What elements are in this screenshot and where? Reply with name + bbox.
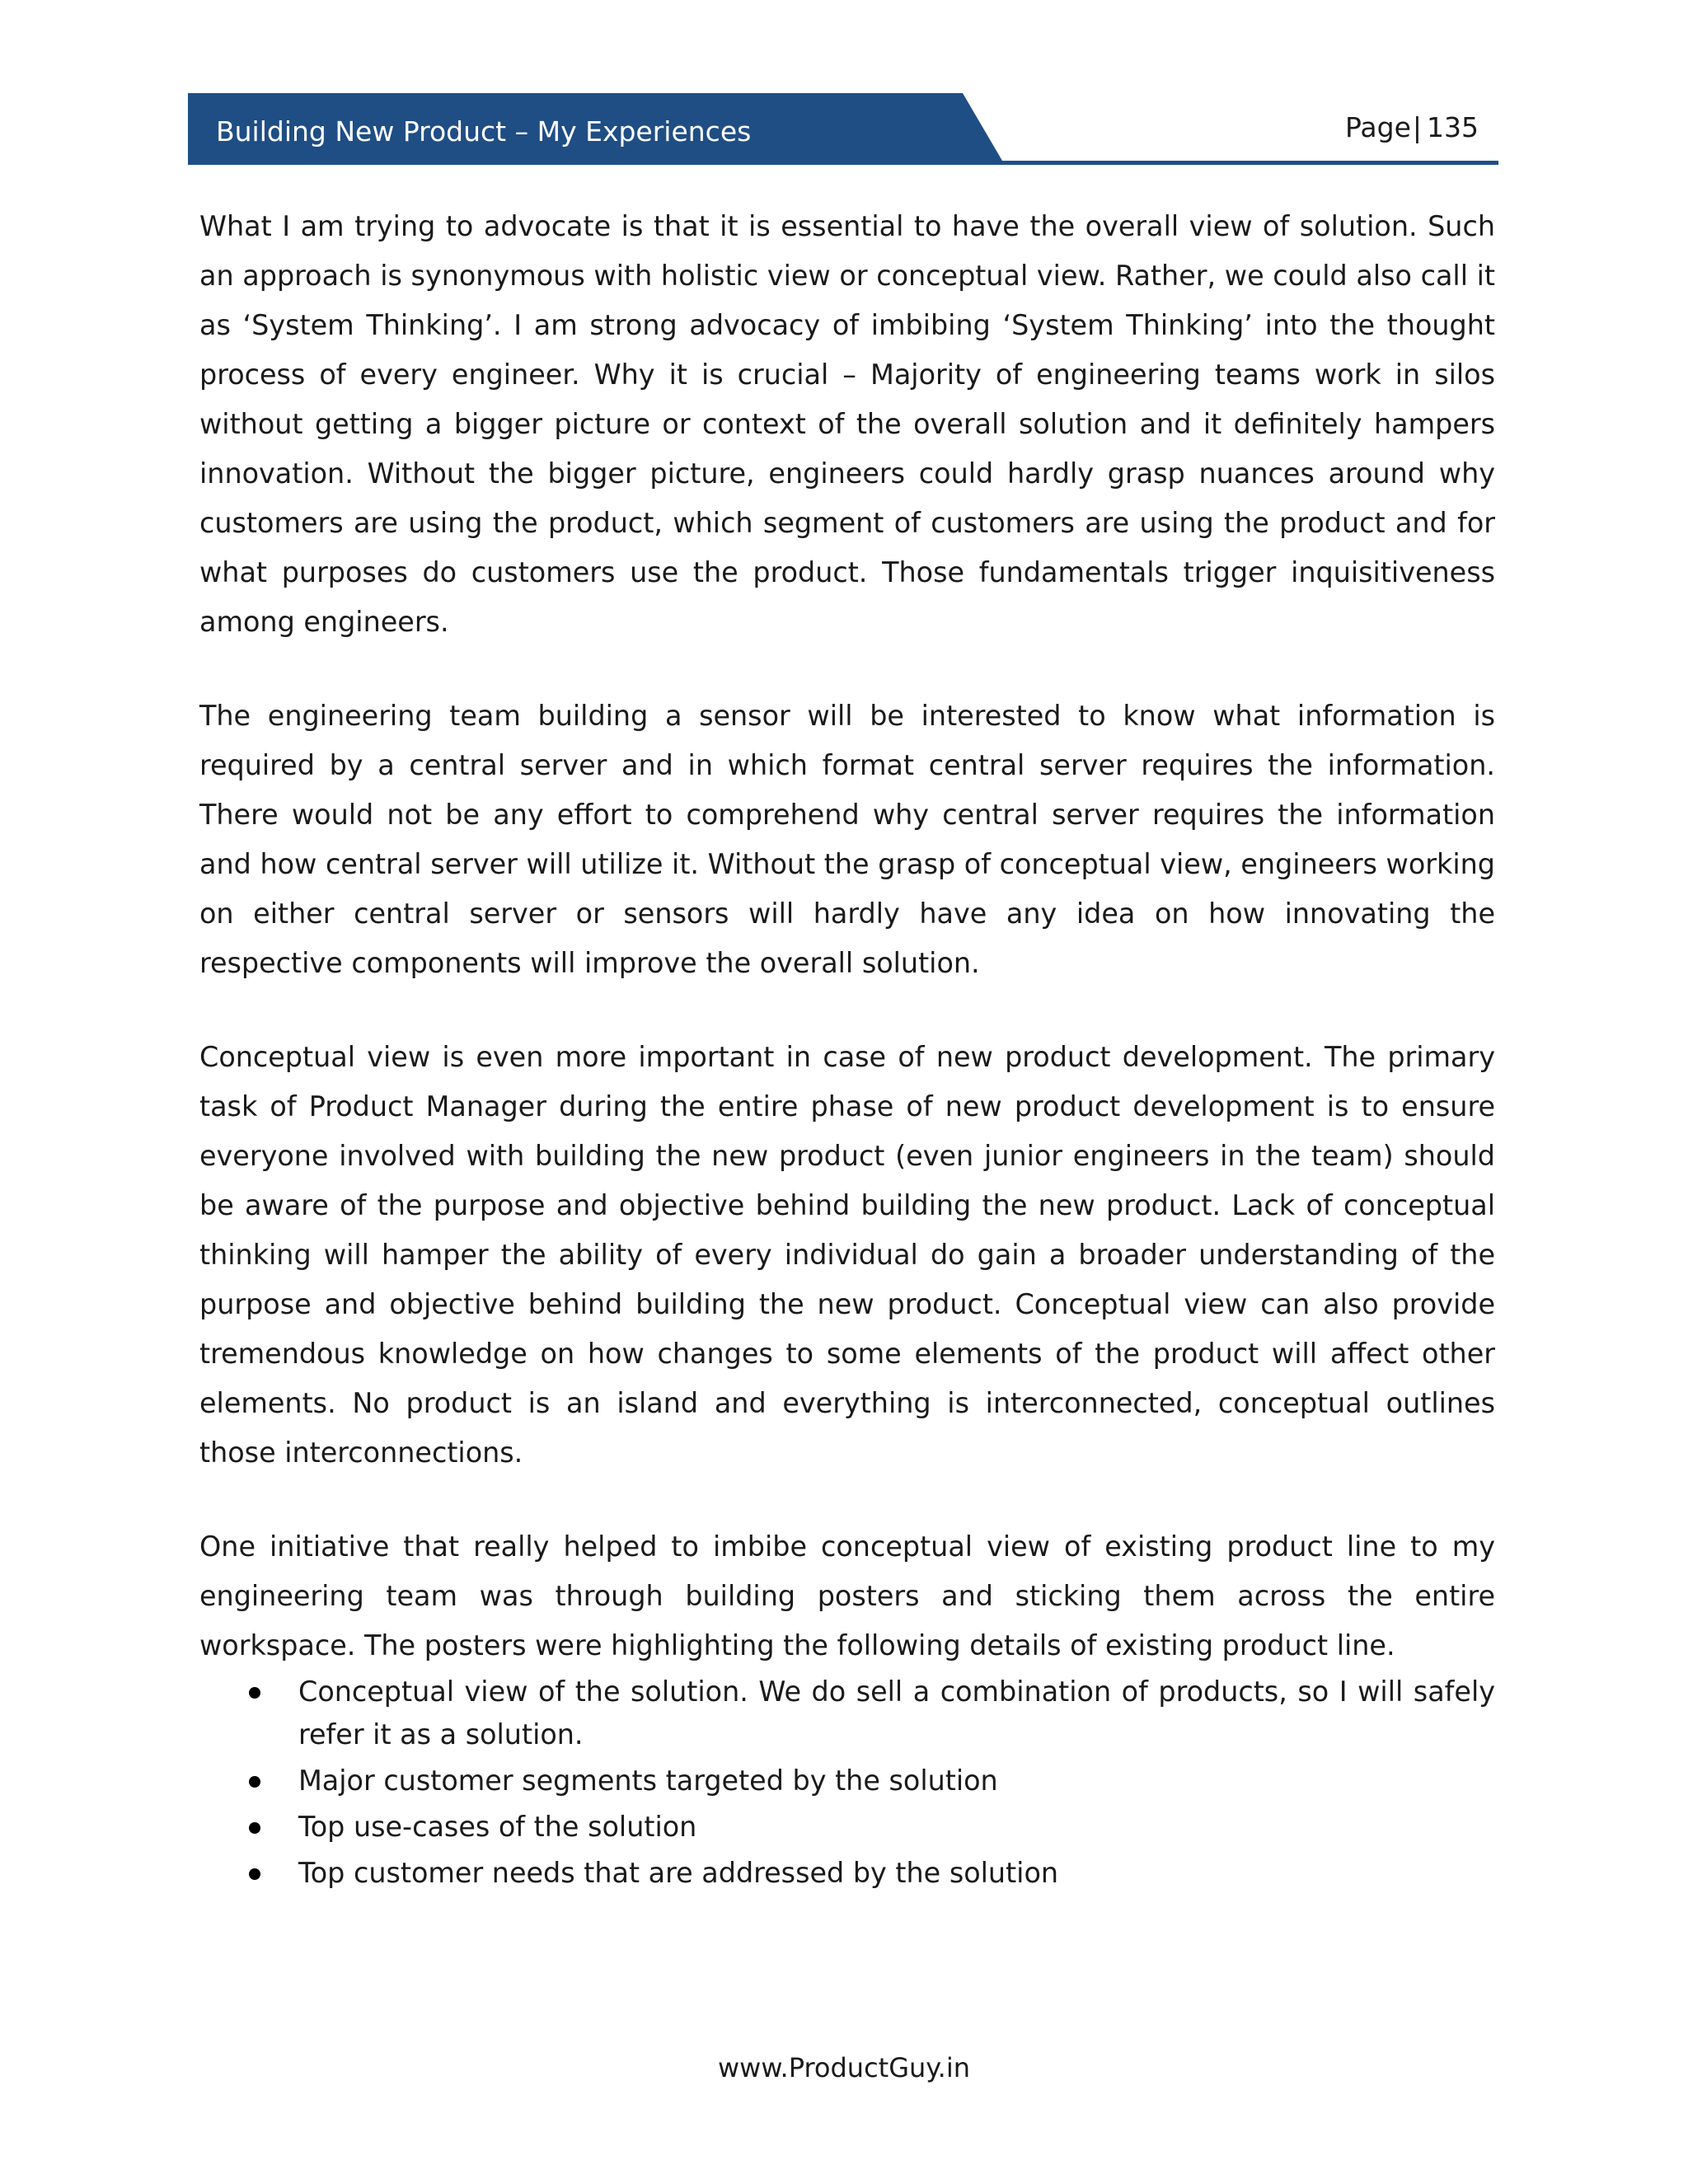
list-item-text: Top customer needs that are addressed by the solution bbox=[298, 1857, 1059, 1889]
running-title: Building New Product – My Experiences bbox=[216, 115, 752, 148]
bullet-icon bbox=[249, 1868, 260, 1880]
paragraph: One initiative that really helped to imbibe conceptual view of existing product line to my engineering team was through building posters and sticking them across the entire workspace. The posters were highlighting the following details of existing product line. bbox=[199, 1530, 1495, 1661]
list-item-text: Major customer segments targeted by the solution bbox=[298, 1765, 998, 1797]
page-label: Page bbox=[1344, 111, 1411, 143]
bullet-list bbox=[199, 1671, 1495, 1895]
list-item bbox=[298, 1852, 1495, 1895]
header-rule bbox=[1002, 161, 1498, 165]
list-item bbox=[298, 1760, 1495, 1802]
list-item-text: Conceptual view of the solution. We do sell a combination of products, so I will safely refer it as a solution. bbox=[298, 1675, 1495, 1750]
list-item bbox=[298, 1806, 1495, 1849]
bullet-icon bbox=[249, 1687, 260, 1699]
list-item bbox=[298, 1671, 1495, 1756]
page-separator: | bbox=[1412, 111, 1422, 143]
header-rule-left bbox=[188, 161, 1002, 165]
list-item-text: Top use-cases of the solution bbox=[298, 1811, 697, 1843]
page-body bbox=[199, 202, 1495, 1898]
paragraph: What I am trying to advocate is that it is essential to have the overall view of solution. Such an approach is synonymous with holistic view or conceptual view. Rather, we could also call it as ‘System Thinking’. I am strong advocacy of imbibing ‘System Thinking’ into the thought process of every engineer. Why it is crucial – Majority of engineering teams work in silos without getting a bigger picture or context of the overall solution and it definitely hampers innovation. Without the bigger picture, engineers could hardly grasp nuances around why customers are using the product, which segment of customers are using the product and for what purposes do customers use the product. Those fundamentals trigger inquisitiveness among engineers. bbox=[199, 210, 1495, 638]
page-number: 135 bbox=[1427, 111, 1479, 143]
page-header bbox=[188, 93, 1498, 167]
paragraph: The engineering team building a sensor will be interested to know what information is required by a central server and in which format central server requires the information. There would not be any effort to comprehend why central server requires the information and how central server will utilize it. Without the grasp of conceptual view, engineers working on either central server or sensors will hardly have any idea on how innovating the respective components will improve the overall solution. bbox=[199, 700, 1495, 979]
bullet-icon bbox=[249, 1822, 260, 1834]
paragraph: Conceptual view is even more important in case of new product development. The primary task of Product Manager during the entire phase of new product development is to ensure everyone involved with building the new product (even junior engineers in the team) should be aware of the purpose and objective behind building the new product. Lack of conceptual thinking will hamper the ability of every individual do gain a broader understanding of the purpose and objective behind building the new product. Conceptual view can also provide tremendous knowledge on how changes to some elements of the product will affect other elements. No product is an island and everything is interconnected, conceptual outlines those interconnections. bbox=[199, 1041, 1495, 1469]
page-number-label bbox=[1345, 111, 1479, 143]
footer-website: www.ProductGuy.in bbox=[717, 2052, 971, 2083]
bullet-icon bbox=[249, 1776, 260, 1788]
